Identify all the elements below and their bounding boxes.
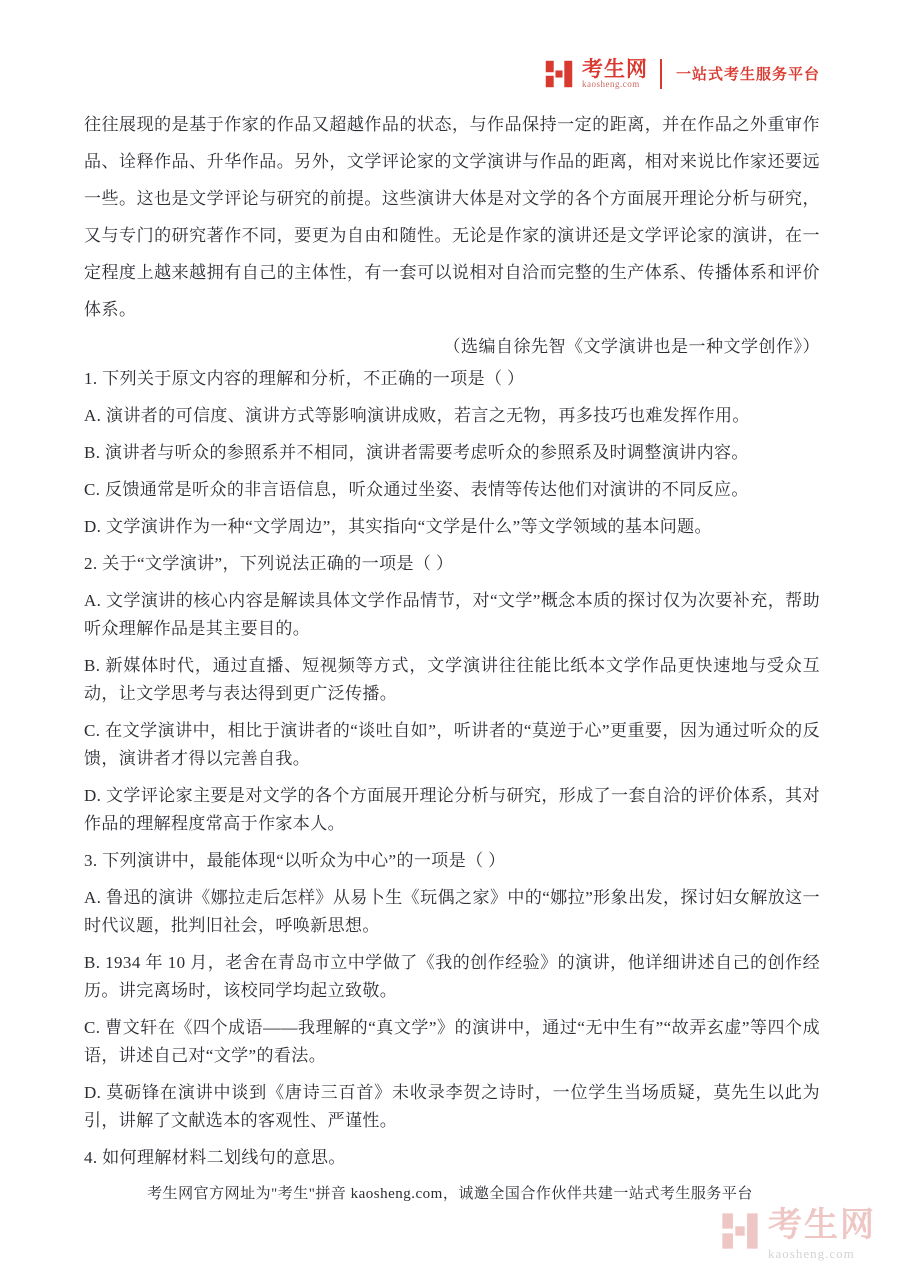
watermark-logo — [720, 1207, 876, 1261]
question-3-option-d: D. 莫砺锋在演讲中谈到《唐诗三百首》未收录李贺之诗时，一位学生当场质疑，莫先生以此为引，讲解了文献选本的客观性、严谨性。 — [84, 1083, 820, 1130]
question-2-stem: 2. 关于“文学演讲”，下列说法正确的一项是（ ） — [84, 554, 454, 573]
watermark-text-block — [768, 1207, 876, 1261]
brand-text-block — [582, 58, 648, 89]
brand-tagline: 一站式考生服务平台 — [675, 67, 820, 84]
kaosheng-pixel-h-watermark-icon — [720, 1207, 760, 1251]
question-1-stem: 1. 下列关于原文内容的理解和分析，不正确的一项是（ ） — [84, 369, 525, 388]
question-1-option-c: C. 反馈通常是听众的非言语信息，听众通过坐姿、表情等传达他们对演讲的不同反应。 — [84, 480, 749, 499]
question-3 — [84, 847, 820, 1135]
question-2-option-a: A. 文学演讲的核心内容是解读具体文学作品情节，对“文学”概念本质的探讨仅为次要补充，帮助听众理解作品是其主要目的。 — [84, 591, 820, 638]
question-2 — [84, 550, 820, 838]
question-4 — [84, 1144, 820, 1172]
watermark-domain: kaosheng.com — [768, 1245, 855, 1261]
question-2-option-b: B. 新媒体时代，通过直播、短视频等方式，文学演讲往往能比纸本文学作品更快速地与受众互动，让文学思考与表达得到更广泛传播。 — [84, 656, 820, 703]
question-1-option-b: B. 演讲者与听众的参照系并不相同，演讲者需要考虑听众的参照系及时调整演讲内容。 — [84, 443, 749, 462]
brand-name: 考生网 — [581, 57, 648, 81]
question-4-stem: 4. 如何理解材料二划线句的意思。 — [84, 1148, 346, 1167]
question-1-option-a: A. 演讲者的可信度、演讲方式等影响演讲成败，若言之无物，再多技巧也难发挥作用。 — [84, 406, 750, 425]
footer-note: 考生网官方网址为"考生"拼音 kaosheng.com，诚邀全国合作伙伴共建一站式考生服务平台 — [147, 1186, 753, 1202]
question-3-option-c: C. 曹文轩在《四个成语——我理解的“真文学”》的演讲中，通过“无中生有”“故弄玄虚”等四个成语，讲述自己对“文学”的看法。 — [84, 1018, 820, 1065]
kaosheng-pixel-h-icon — [544, 59, 574, 89]
question-3-option-a: A. 鲁迅的演讲《娜拉走后怎样》从易卜生《玩偶之家》中的“娜拉”形象出发，探讨妇女解放这一时代议题，批判旧社会，呼唤新思想。 — [84, 888, 820, 935]
question-2-option-d: D. 文学评论家主要是对文学的各个方面展开理论分析与研究，形成了一套自洽的评价体系，其对作品的理解程度常高于作家本人。 — [84, 786, 820, 833]
header-brand-logo — [544, 58, 820, 89]
question-2-option-c: C. 在文学演讲中，相比于演讲者的“谈吐自如”，听讲者的“莫逆于心”更重要，因为通过听众的反馈，演讲者才得以完善自我。 — [84, 721, 820, 768]
question-3-option-b: B. 1934 年 10 月，老舍在青岛市立中学做了《我的创作经验》的演讲，他详细讲述自己的创作经历。讲完离场时，该校同学均起立致敬。 — [84, 953, 820, 1000]
brand-divider — [660, 59, 662, 89]
brand-domain: kaosheng.com — [581, 79, 640, 90]
document-body — [84, 106, 820, 1181]
question-1-option-d: D. 文学演讲作为一种“文学周边”，其实指向“文学是什么”等文学领域的基本问题。 — [84, 517, 712, 536]
watermark-brand: 考生网 — [768, 1207, 876, 1245]
intro-paragraph: 往往展现的是基于作家的作品又超越作品的状态，与作品保持一定的距离，并在作品之外重审作品、诠释作品、升华作品。另外，文学评论家的文学演讲与作品的距离，相对来说比作家还要远一些。这也是文学评论与研究的前提。这些演讲大体是对文学的各个方面展开理论分析与研究，又与专门的研究著作不同，要更为自由和随性。无论是作家的演讲还是文学评论家的演讲，在一定程度上越来越拥有自己的主体性，有一套可以说相对自洽而完整的生产体系、传播体系和评价体系。 — [84, 115, 820, 319]
question-3-stem: 3. 下列演讲中，最能体现“以听众为中心”的一项是（ ） — [84, 851, 506, 870]
source-attribution: （选编自徐先智《文学演讲也是一种文学创作》） — [443, 337, 820, 356]
question-1 — [84, 365, 820, 541]
